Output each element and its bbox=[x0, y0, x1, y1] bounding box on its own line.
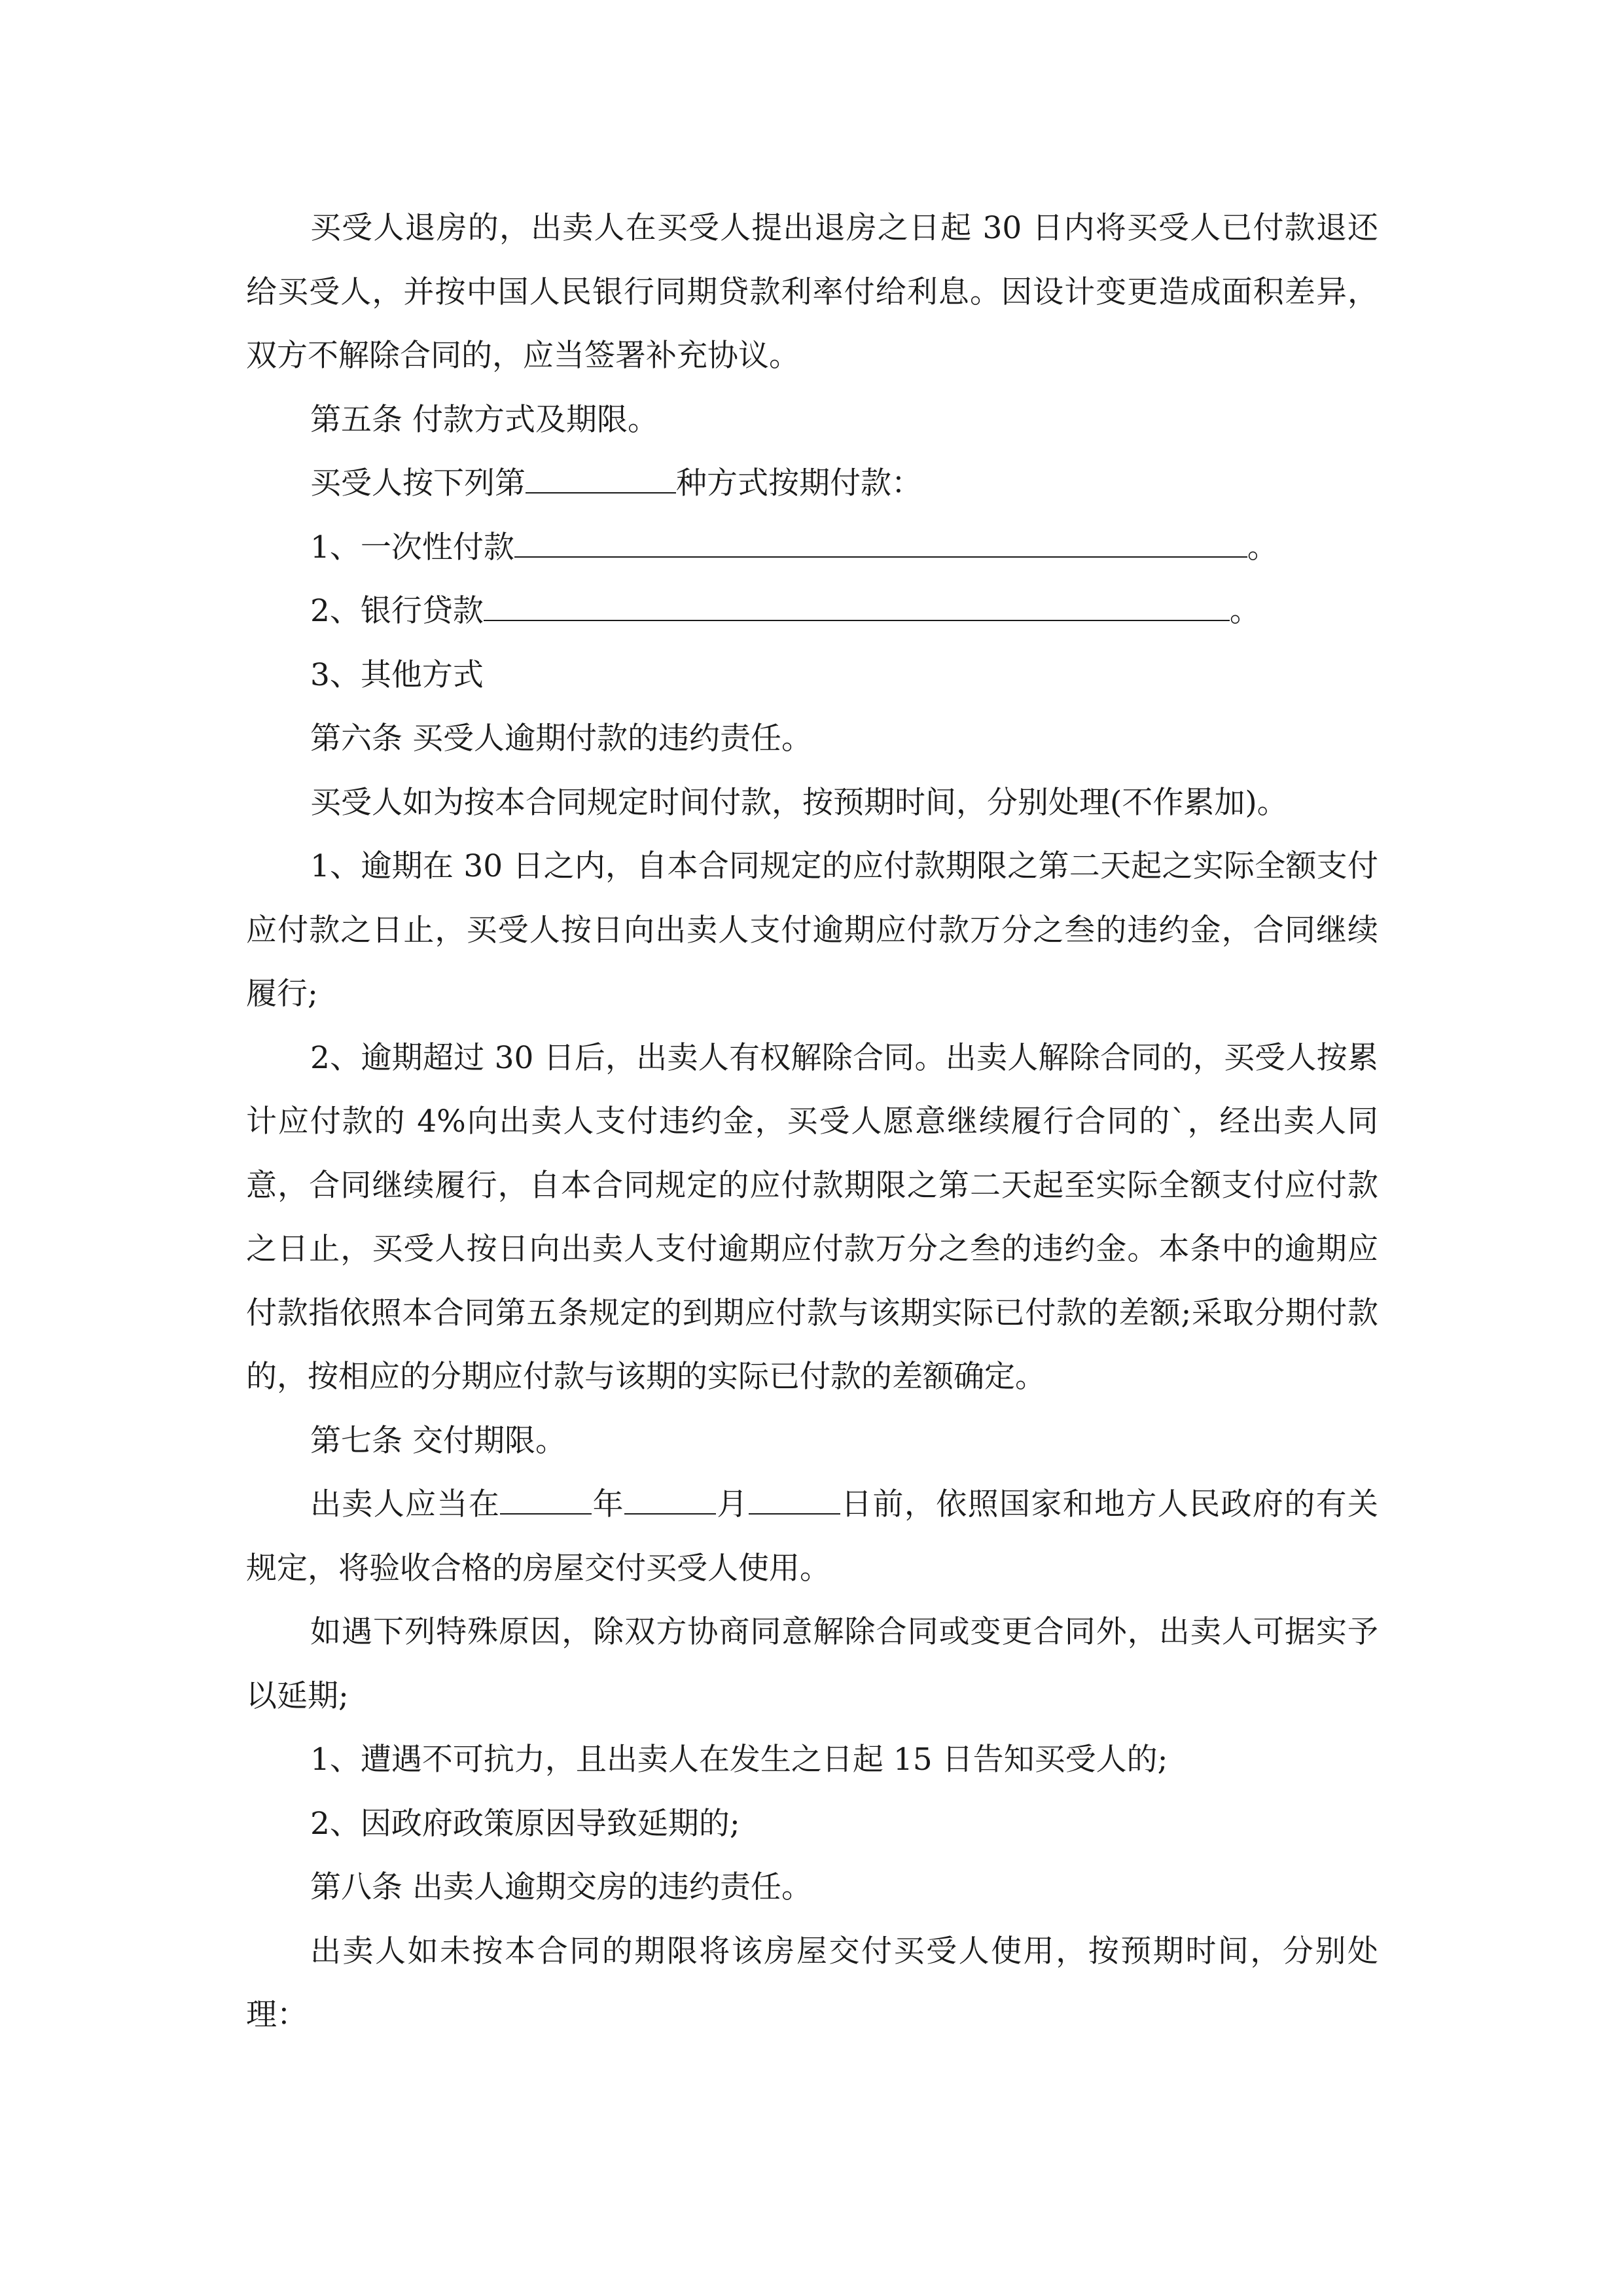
lump-sum-end: 。 bbox=[1247, 529, 1278, 565]
government-policy-item: 2、因政府政策原因导致延期的; bbox=[310, 1805, 740, 1842]
late-within-30-days: 1、逾期在 30 日之内，自本合同规定的应付款期限之第二天起之实际全额支付应付款之日止，买受人按日向出卖人支付逾期应付款万分之叁的违约金，合同继续履行; bbox=[246, 848, 1378, 1012]
bank-loan-label: 2、银行贷款 bbox=[310, 593, 484, 629]
special-reasons-paragraph: 如遇下列特殊原因，除双方协商同意解除合同或变更合同外，出卖人可据实予以延期; bbox=[246, 1614, 1378, 1714]
article-5-heading: 第五条 付款方式及期限。 bbox=[310, 401, 658, 438]
payment-method-blank bbox=[526, 453, 676, 493]
late-payment-intro: 买受人如为按本合同规定时间付款，按预期时间，分别处理(不作累加)。 bbox=[310, 784, 1288, 821]
delivery-day-blank bbox=[749, 1474, 840, 1515]
bank-loan-end: 。 bbox=[1229, 593, 1260, 629]
refund-paragraph: 买受人退房的，出卖人在买受人提出退房之日起 30 日内将买受人已付款退还给买受人，并按中国人民银行同期贷款利率付给利息。因设计变更造成面积差异，双方不解除合同的，应当签署补充协议。 bbox=[246, 210, 1378, 374]
delivery-date-suffix: 日前，依照国家和地方人民政府的有关规定，将验收合格的房屋交付买受人使用。 bbox=[246, 1486, 1379, 1587]
payment-method-line bbox=[246, 452, 1378, 516]
late-delivery-paragraph: 出卖人如未按本合同的期限将该房屋交付买受人使用，按预期时间，分别处理： bbox=[246, 1933, 1378, 2033]
delivery-date-paragraph bbox=[246, 1473, 1378, 1600]
document-body bbox=[246, 196, 1378, 2047]
article-7-heading: 第七条 交付期限。 bbox=[310, 1422, 566, 1459]
delivery-year-blank bbox=[500, 1474, 592, 1515]
article-8-heading: 第八条 出卖人逾期交房的违约责任。 bbox=[310, 1869, 812, 1905]
lump-sum-label: 1、一次性付款 bbox=[310, 529, 514, 565]
late-over-30-days: 2、逾期超过 30 日后，出卖人有权解除合同。出卖人解除合同的，买受人按累计应付款的 4%向出卖人支付违约金，买受人愿意继续履行合同的`，经出卖人同意，合同继续履行，自本合同规定的应付款期限之第二天起至实际全额支付应付款之日止，买受人按日向出卖人支付逾期应付款万分之叁的违约金。本条中的逾期应付款指依照本合同第五条规定的到期应付款与该期实际已付款的差额;采取分期付款的，按相应的分期应付款与该期的实际已付款的差额确定。 bbox=[246, 1039, 1378, 1395]
delivery-month-label: 月 bbox=[715, 1486, 749, 1522]
payment-method-prefix: 买受人按下列第 bbox=[310, 465, 526, 501]
bank-loan-blank bbox=[484, 581, 1230, 621]
lump-sum-line bbox=[246, 516, 1378, 580]
payment-method-suffix: 种方式按期付款： bbox=[676, 465, 922, 501]
article-6-heading: 第六条 买受人逾期付款的违约责任。 bbox=[310, 721, 812, 757]
delivery-year-label: 年 bbox=[592, 1486, 624, 1522]
delivery-date-prefix: 出卖人应当在 bbox=[310, 1486, 501, 1522]
force-majeure-item: 1、遭遇不可抗力，且出卖人在发生之日起 15 日告知买受人的; bbox=[310, 1742, 1168, 1778]
bank-loan-line bbox=[246, 579, 1378, 643]
other-method-line: 3、其他方式 bbox=[310, 656, 484, 693]
delivery-month-blank bbox=[624, 1474, 716, 1515]
lump-sum-blank bbox=[514, 517, 1247, 558]
